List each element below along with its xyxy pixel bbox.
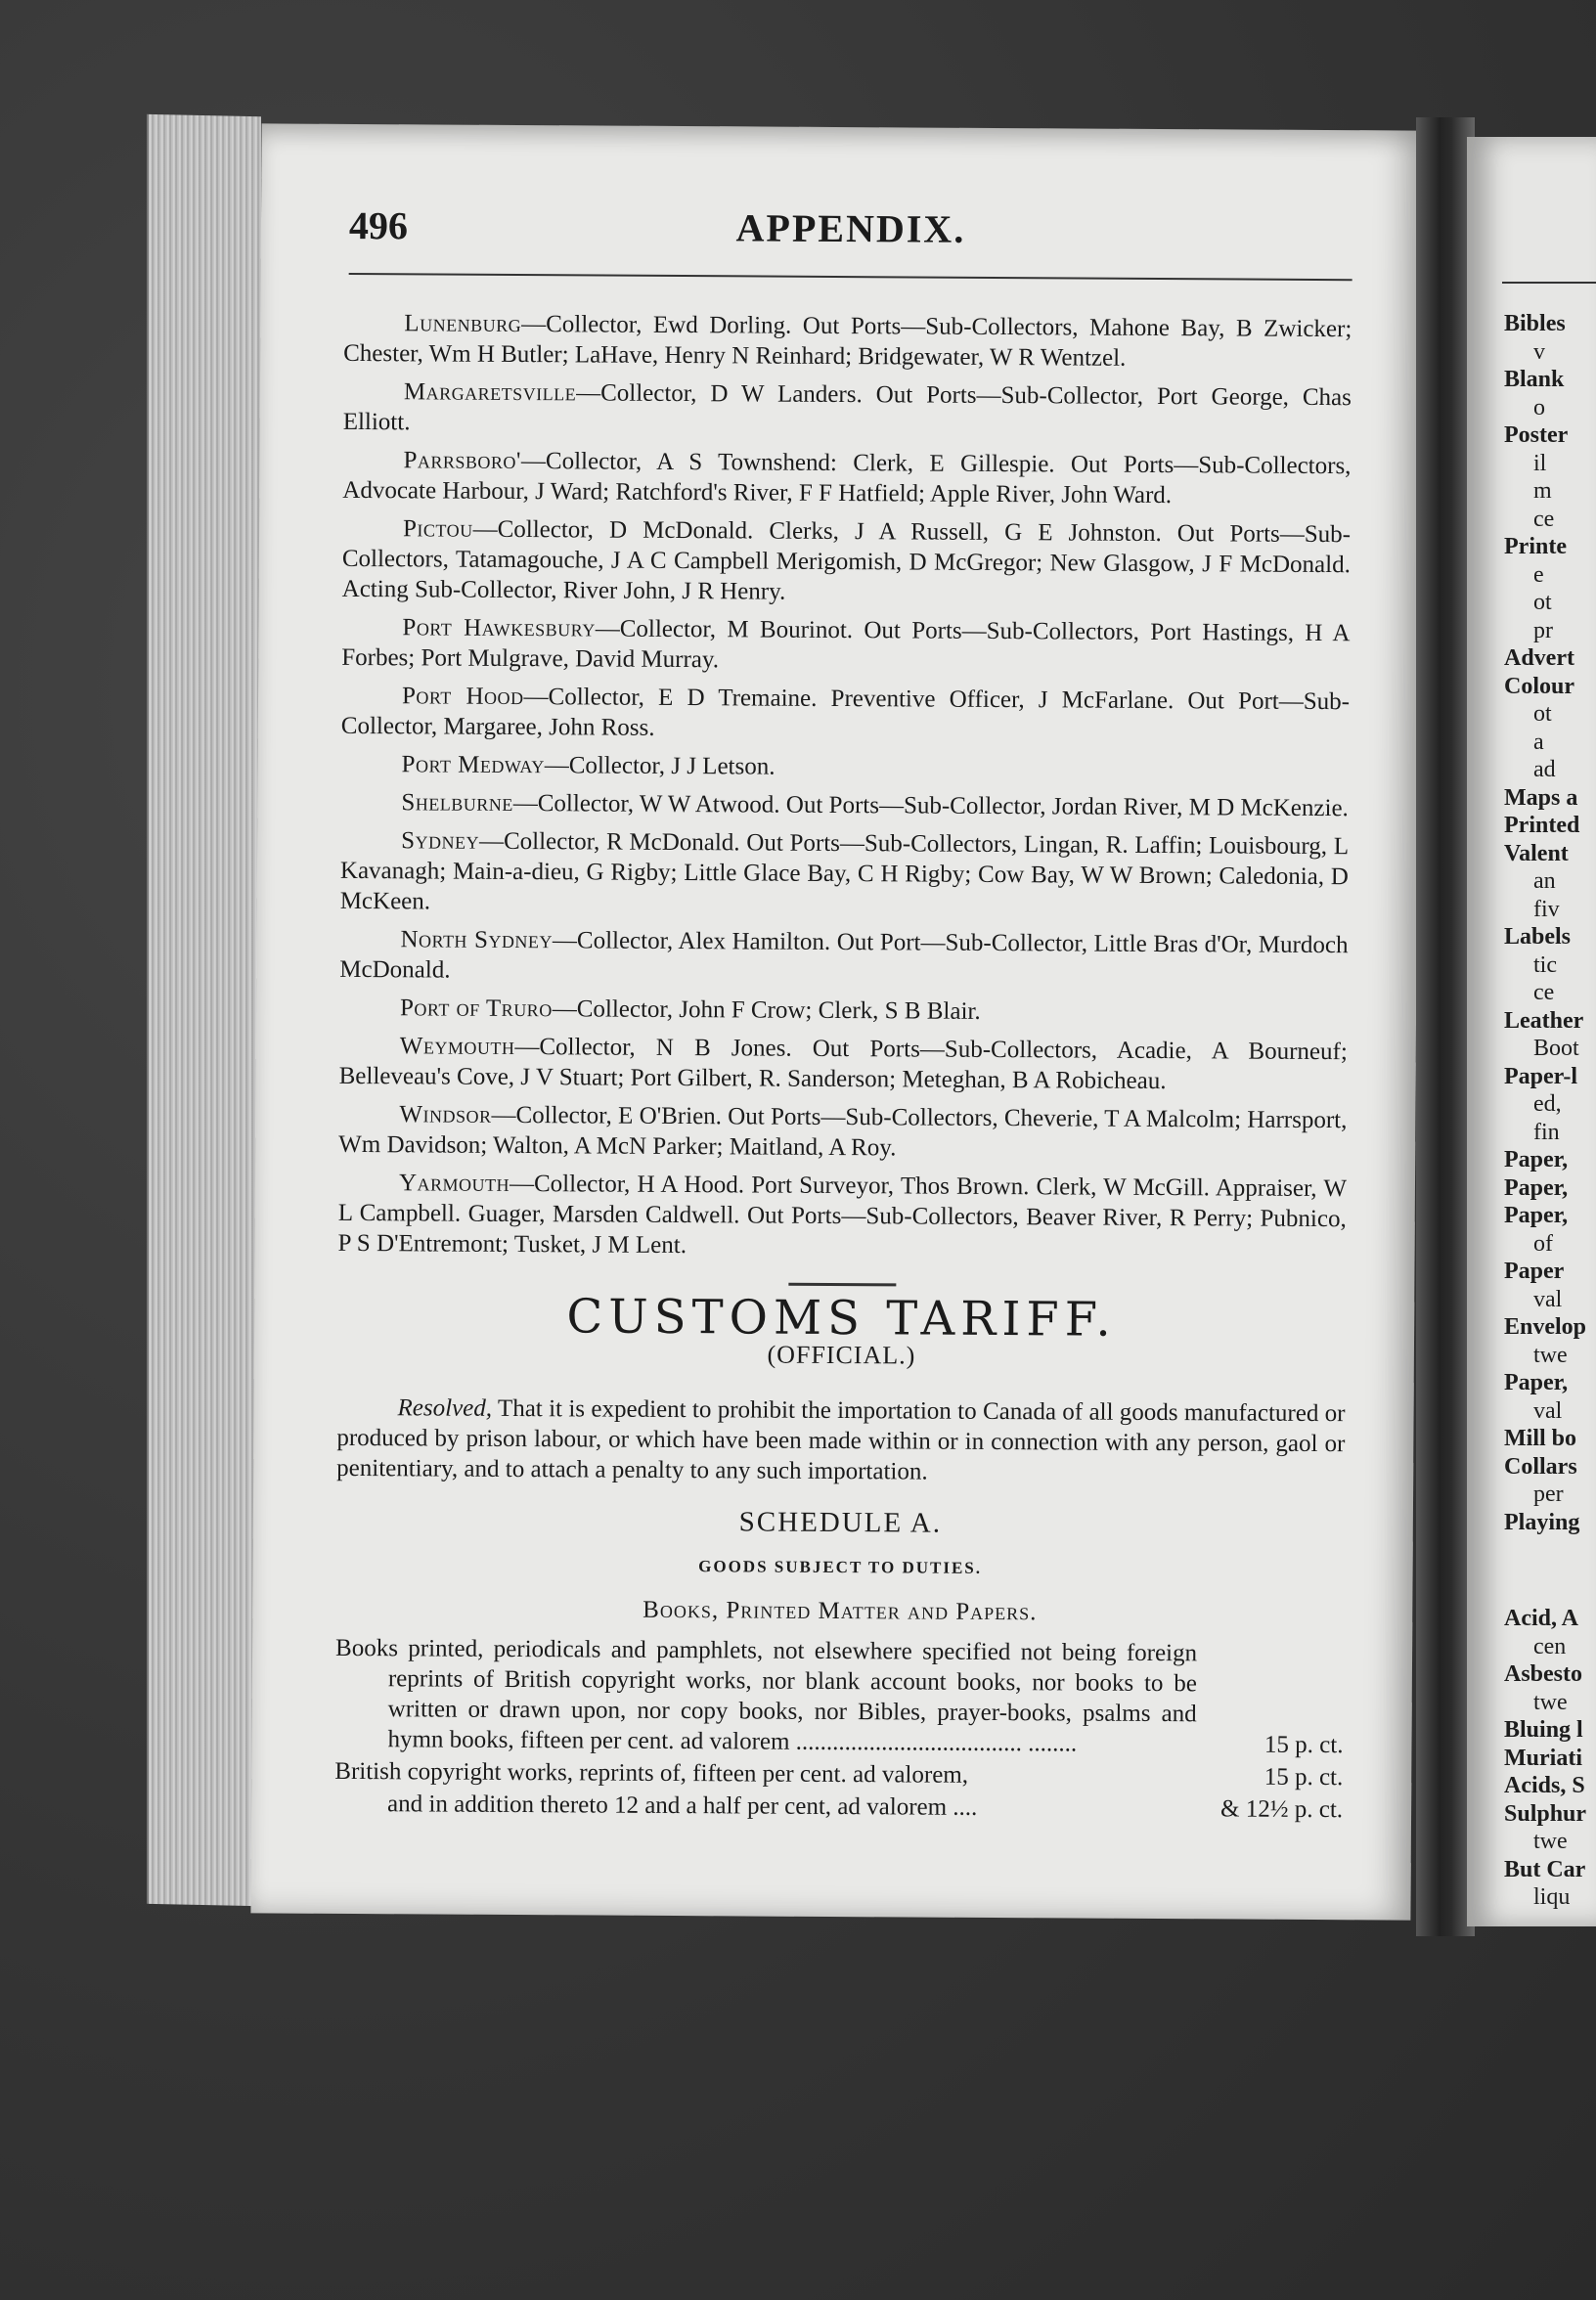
right-page-fragment: a bbox=[1533, 729, 1544, 755]
port-entry bbox=[343, 308, 1352, 375]
right-page-fragment: Maps a bbox=[1504, 784, 1578, 811]
port-entry bbox=[343, 376, 1352, 443]
right-page-fragment: ad bbox=[1533, 757, 1556, 782]
right-page-fragment: twe bbox=[1533, 1829, 1568, 1854]
port-name: Parrsboro' bbox=[403, 447, 522, 475]
running-title: APPENDIX. bbox=[735, 205, 966, 251]
port-entry bbox=[339, 1031, 1348, 1097]
right-page-fragment: Boot bbox=[1533, 1036, 1579, 1061]
port-officers: —Collector, D W Landers. Out Ports—Sub-Collector, Port George, Chas Elliott. bbox=[342, 379, 1352, 436]
right-page-fragment: o bbox=[1533, 394, 1545, 420]
port-officers: —Collector, H A Hood. Port Surveyor, Thos Brown. Clerk, W McGill. Appraiser, W L Campbell. Guager, Marsden Caldwell. Out Ports—Sub-Collectors, Beaver River, R Perry; Pubnico, P S D'Entremont; Tusket, J M Lent. bbox=[337, 1170, 1348, 1260]
right-page-fragment: Paper, bbox=[1504, 1147, 1569, 1172]
port-name: North Sydney bbox=[400, 926, 554, 954]
right-page-fragment: of bbox=[1533, 1230, 1553, 1257]
right-page-fragment: ed, bbox=[1533, 1091, 1562, 1117]
right-page-fragment: Printed bbox=[1504, 813, 1580, 838]
port-name: Pictou bbox=[402, 515, 473, 543]
resolution-lead: Resolved, bbox=[397, 1394, 493, 1422]
left-page bbox=[250, 123, 1421, 1920]
port-name: Windsor bbox=[399, 1101, 492, 1128]
tariff-rate: 15 p. ct. bbox=[1264, 1731, 1344, 1759]
running-head bbox=[349, 202, 1352, 257]
port-officers: —Collector, J J Letson. bbox=[544, 752, 776, 780]
right-page-fragment: Paper, bbox=[1504, 1203, 1569, 1228]
port-name: Weymouth bbox=[399, 1033, 515, 1060]
tariff-item-text: British copyright works, reprints of, fifteen per cent. ad valorem, bbox=[334, 1757, 969, 1789]
right-page-fragment: ot bbox=[1533, 701, 1552, 727]
tariff-title: CUSTOMS TARIFF. bbox=[566, 1289, 1117, 1348]
tariff-row bbox=[334, 1756, 1343, 1792]
right-page-rule bbox=[1502, 282, 1596, 284]
right-page-fragment: ce bbox=[1533, 506, 1555, 532]
schedule-heading: SCHEDULE A. bbox=[738, 1506, 943, 1539]
right-page bbox=[1467, 137, 1596, 1926]
section-heading: Books, Printed Matter and Papers. bbox=[643, 1596, 1038, 1626]
goods-heading: GOODS SUBJECT TO DUTIES. bbox=[698, 1557, 983, 1577]
port-entry bbox=[339, 924, 1348, 991]
right-page-fragment: Envelop bbox=[1504, 1314, 1587, 1340]
right-page-fragment: Paper-l bbox=[1504, 1063, 1578, 1089]
port-name: Sydney bbox=[401, 827, 480, 855]
port-entry bbox=[338, 1168, 1348, 1264]
right-page-fragment: Asbesto bbox=[1504, 1661, 1583, 1687]
book-page-edges bbox=[147, 114, 261, 1906]
right-page-fragment: fiv bbox=[1533, 896, 1560, 922]
port-name: Port Medway bbox=[401, 751, 545, 779]
right-page-fragment: Acid, A bbox=[1504, 1606, 1579, 1631]
customs-ports-list bbox=[338, 308, 1352, 1264]
right-page-fragment: Collars bbox=[1504, 1453, 1577, 1480]
right-page-fragment: pr bbox=[1533, 617, 1553, 643]
port-entry bbox=[339, 993, 1348, 1029]
right-page-fragment: e bbox=[1533, 561, 1544, 588]
right-page-fragment: Leather bbox=[1504, 1007, 1584, 1034]
port-officers: —Collector, W W Atwood. Out Ports—Sub-Collector, Jordan River, M D McKenzie. bbox=[512, 789, 1349, 822]
right-page-fragment: ot bbox=[1533, 590, 1552, 615]
right-page-fragment: Bibles bbox=[1504, 311, 1566, 336]
right-page-fragment: m bbox=[1533, 478, 1552, 504]
port-officers: —Collector, John F Crow; Clerk, S B Blair. bbox=[552, 995, 981, 1025]
port-entry bbox=[341, 612, 1350, 679]
port-officers: —Collector, Alex Hamilton. Out Port—Sub-Collector, Little Bras d'Or, Murdoch McDonald. bbox=[339, 927, 1349, 984]
port-name: Port of Truro bbox=[399, 995, 553, 1023]
port-officers: —Collector, R McDonald. Out Ports—Sub-Collectors, Lingan, R. Laffin; Louisbourg, L Kavanagh; Main-a-dieu, G Rigby; Little Glace Bay, C H Rigby; Cow Bay, W W Brown; Caledonia, D McKeen. bbox=[339, 827, 1350, 915]
port-entry bbox=[341, 749, 1350, 785]
resolution-text: That it is expedient to prohibit the importation to Canada of all goods manufactured or produced by prison labour, or which have been made within or in connection with any person, gaol or penitentiary, and to attach a penalty to any such importation. bbox=[336, 1394, 1346, 1485]
port-entry bbox=[340, 787, 1349, 823]
port-officers: —Collector, A S Townshend: Clerk, E Gillespie. Out Ports—Sub-Collectors, Advocate Harbour, J Ward; Ratchford's River, F F Hatfield; Apple River, John Ward. bbox=[342, 448, 1352, 509]
right-page-fragment: Bluing l bbox=[1504, 1717, 1583, 1743]
right-page-fragment: il bbox=[1533, 450, 1547, 476]
right-page-fragment: twe bbox=[1533, 1689, 1568, 1715]
tariff-rate: & 12½ p. ct. bbox=[1220, 1795, 1344, 1824]
port-entry bbox=[338, 1099, 1347, 1166]
right-page-fragment: an bbox=[1533, 868, 1556, 894]
port-officers: —Collector, M Bourinot. Out Ports—Sub-Collectors, Port Hastings, H A Forbes; Port Mulgrave, David Murray. bbox=[341, 615, 1351, 674]
page-body bbox=[334, 308, 1352, 1827]
right-page-fragment: liqu bbox=[1533, 1884, 1571, 1910]
tariff-rate: 15 p. ct. bbox=[1264, 1763, 1344, 1791]
port-officers: —Collector, E O'Brien. Out Ports—Sub-Collectors, Cheverie, T A Malcolm; Harrsport, Wm Davidson; Walton, A McN Parker; Maitland, A Roy. bbox=[338, 1101, 1348, 1162]
port-officers: —Collector, D McDonald. Clerks, J A Russell, G E Johnston. Out Ports—Sub-Collectors, Tatamagouche, J A C Campbell Merigomish, D McGregor; New Glasgow, J F McDonald. Acting Sub-Collector, River John, J R Henry. bbox=[341, 515, 1352, 605]
port-name: Shelburne bbox=[401, 789, 513, 817]
right-page-fragment: Printe bbox=[1504, 534, 1567, 559]
right-page-fragment: Muriati bbox=[1504, 1745, 1582, 1771]
port-entry bbox=[342, 445, 1351, 511]
official-subtitle: (OFFICIAL.) bbox=[767, 1340, 916, 1370]
port-name: Lunenburg bbox=[404, 310, 522, 338]
port-officers: —Collector, N B Jones. Out Ports—Sub-Collectors, Acadie, A Bourneuf; Belleveau's Cove, J V Stuart; Port Gilbert, R. Sanderson; Meteghan, B A Robicheau. bbox=[338, 1033, 1348, 1095]
port-entry bbox=[340, 825, 1350, 922]
right-page-fragment: Paper bbox=[1504, 1259, 1565, 1284]
right-page-fragment: Valent bbox=[1504, 840, 1569, 866]
right-page-fragment: Paper, bbox=[1504, 1174, 1569, 1201]
port-entry bbox=[341, 681, 1350, 747]
tariff-rows bbox=[334, 1633, 1344, 1825]
port-officers: —Collector, E D Tremaine. Preventive Officer, J McFarlane. Out Port—Sub-Collector, Margaree, John Ross. bbox=[340, 684, 1351, 741]
port-entry bbox=[342, 513, 1352, 610]
right-page-fragment: Sulphur bbox=[1504, 1800, 1587, 1827]
right-page-fragment: Colour bbox=[1504, 673, 1574, 699]
resolution-paragraph bbox=[336, 1393, 1346, 1489]
tariff-row bbox=[334, 1633, 1344, 1760]
right-page-fragment: per bbox=[1533, 1482, 1564, 1507]
port-name: Port Hood bbox=[401, 683, 524, 711]
right-page-fragment: Paper, bbox=[1504, 1370, 1569, 1395]
section-divider bbox=[788, 1283, 896, 1287]
header-rule bbox=[349, 273, 1352, 281]
right-page-fragment: Mill bo bbox=[1504, 1426, 1577, 1451]
book-gutter bbox=[1416, 117, 1475, 1936]
right-page-fragment: val bbox=[1533, 1397, 1563, 1424]
right-page-fragment: Blank bbox=[1504, 367, 1565, 392]
right-page-fragment: Acids, S bbox=[1504, 1773, 1585, 1798]
right-page-fragment: Advert bbox=[1504, 645, 1574, 671]
right-page-fragment: cen bbox=[1533, 1633, 1567, 1659]
tariff-item-text: and in addition thereto 12 and a half per cent, ad valorem .... bbox=[387, 1791, 978, 1821]
right-page-fragment: v bbox=[1533, 338, 1545, 365]
right-page-fragment: fin bbox=[1533, 1119, 1560, 1145]
right-page-fragment: ce bbox=[1533, 980, 1555, 1005]
port-name: Yarmouth bbox=[398, 1170, 510, 1197]
right-page-fragment: Playing bbox=[1504, 1509, 1580, 1535]
right-page-fragment: But Car bbox=[1504, 1856, 1586, 1882]
tariff-row bbox=[334, 1789, 1343, 1825]
right-page-fragment: twe bbox=[1533, 1342, 1568, 1368]
page-number: 496 bbox=[348, 202, 409, 248]
right-page-fragment: tic bbox=[1533, 951, 1557, 978]
right-page-fragment: Poster bbox=[1504, 422, 1569, 448]
port-name: Margaretsville bbox=[403, 378, 577, 407]
port-officers: —Collector, Ewd Dorling. Out Ports—Sub-Collectors, Mahone Bay, B Zwicker; Chester, Wm H Butler; LaHave, Henry N Reinhard; Bridgewater, W R Wentzel. bbox=[343, 311, 1352, 372]
right-page-fragment: val bbox=[1533, 1286, 1563, 1312]
port-name: Port Hawkesbury bbox=[402, 614, 596, 642]
tariff-item-text: Books printed, periodicals and pamphlets, not elsewhere specified not being foreign reprints of British copyright works, nor blank account books, nor books to be written or drawn upon, nor copy books, nor Bibles, prayer-books, psalms and hymn books, fifteen per cent. ad valorem ..................................... ........ bbox=[334, 1634, 1198, 1757]
right-page-fragment: Labels bbox=[1504, 924, 1572, 950]
